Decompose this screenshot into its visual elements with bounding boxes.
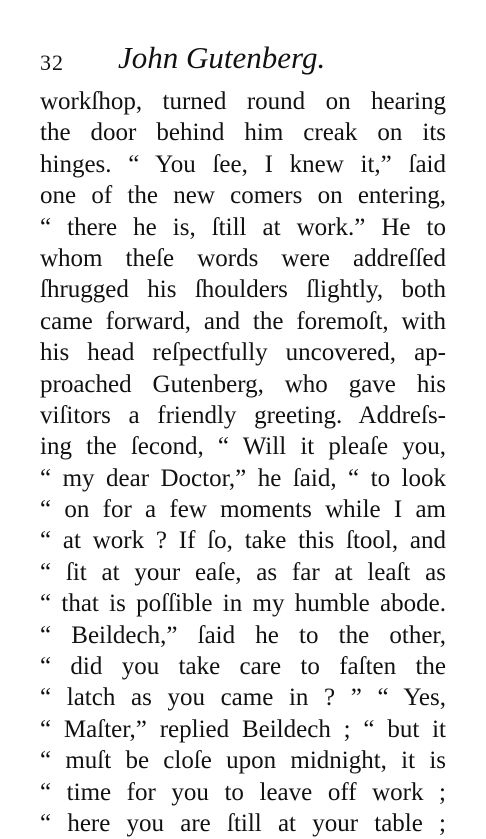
text-line: “ latch as you came in ? ” “ Yes, <box>40 684 446 712</box>
text-line: proached Gutenberg, who gave his <box>40 370 446 398</box>
text-line: one of the new comers on entering, <box>40 182 446 210</box>
text-line: “ that is poſſible in my humble abode. <box>40 590 446 618</box>
text-line: “ on for a few moments while I am <box>40 496 446 524</box>
running-head <box>40 40 460 84</box>
text-line: came forward, and the foremoſt, with <box>40 307 446 335</box>
text-line: “ Beildech,” ſaid he to the other, <box>40 621 446 649</box>
text-line: ſhrugged his ſhoulders ſlightly, both <box>40 276 446 304</box>
page-number: 32 <box>40 50 64 75</box>
text-line: “ there he is, ſtill at work.” He to <box>40 213 446 241</box>
text-line: ing the ſecond, “ Will it pleaſe you, <box>40 433 446 461</box>
text-line: the door behind him creak on its <box>40 119 446 147</box>
text-line: “ at work ? If ſo, take this ſtool, and <box>40 527 446 555</box>
text-line: “ Maſter,” replied Beildech ; “ but it <box>40 715 446 743</box>
body-text <box>40 86 446 839</box>
text-line: whom theſe words were addreſſed <box>40 244 446 272</box>
text-line: “ did you take care to faſten the <box>40 653 446 681</box>
text-line: viſitors a friendly greeting. Addreſs- <box>40 401 446 429</box>
text-line: workſhop, turned round on hearing <box>40 88 446 115</box>
running-title: John Gutenberg. <box>118 40 326 75</box>
text-line: “ ſit at your eaſe, as far at leaſt as <box>40 558 446 586</box>
text-line: “ my dear Doctor,” he ſaid, “ to look <box>40 464 446 492</box>
text-line: hinges. “ You ſee, I knew it,” ſaid <box>40 150 446 178</box>
text-line: his head reſpectfully uncovered, ap- <box>40 339 446 367</box>
text-line: “ muſt be cloſe upon midnight, it is <box>40 747 446 775</box>
text-line: “ here you are ſtill at your table ; <box>40 809 446 837</box>
text-line: “ time for you to leave off work ; <box>40 778 446 806</box>
